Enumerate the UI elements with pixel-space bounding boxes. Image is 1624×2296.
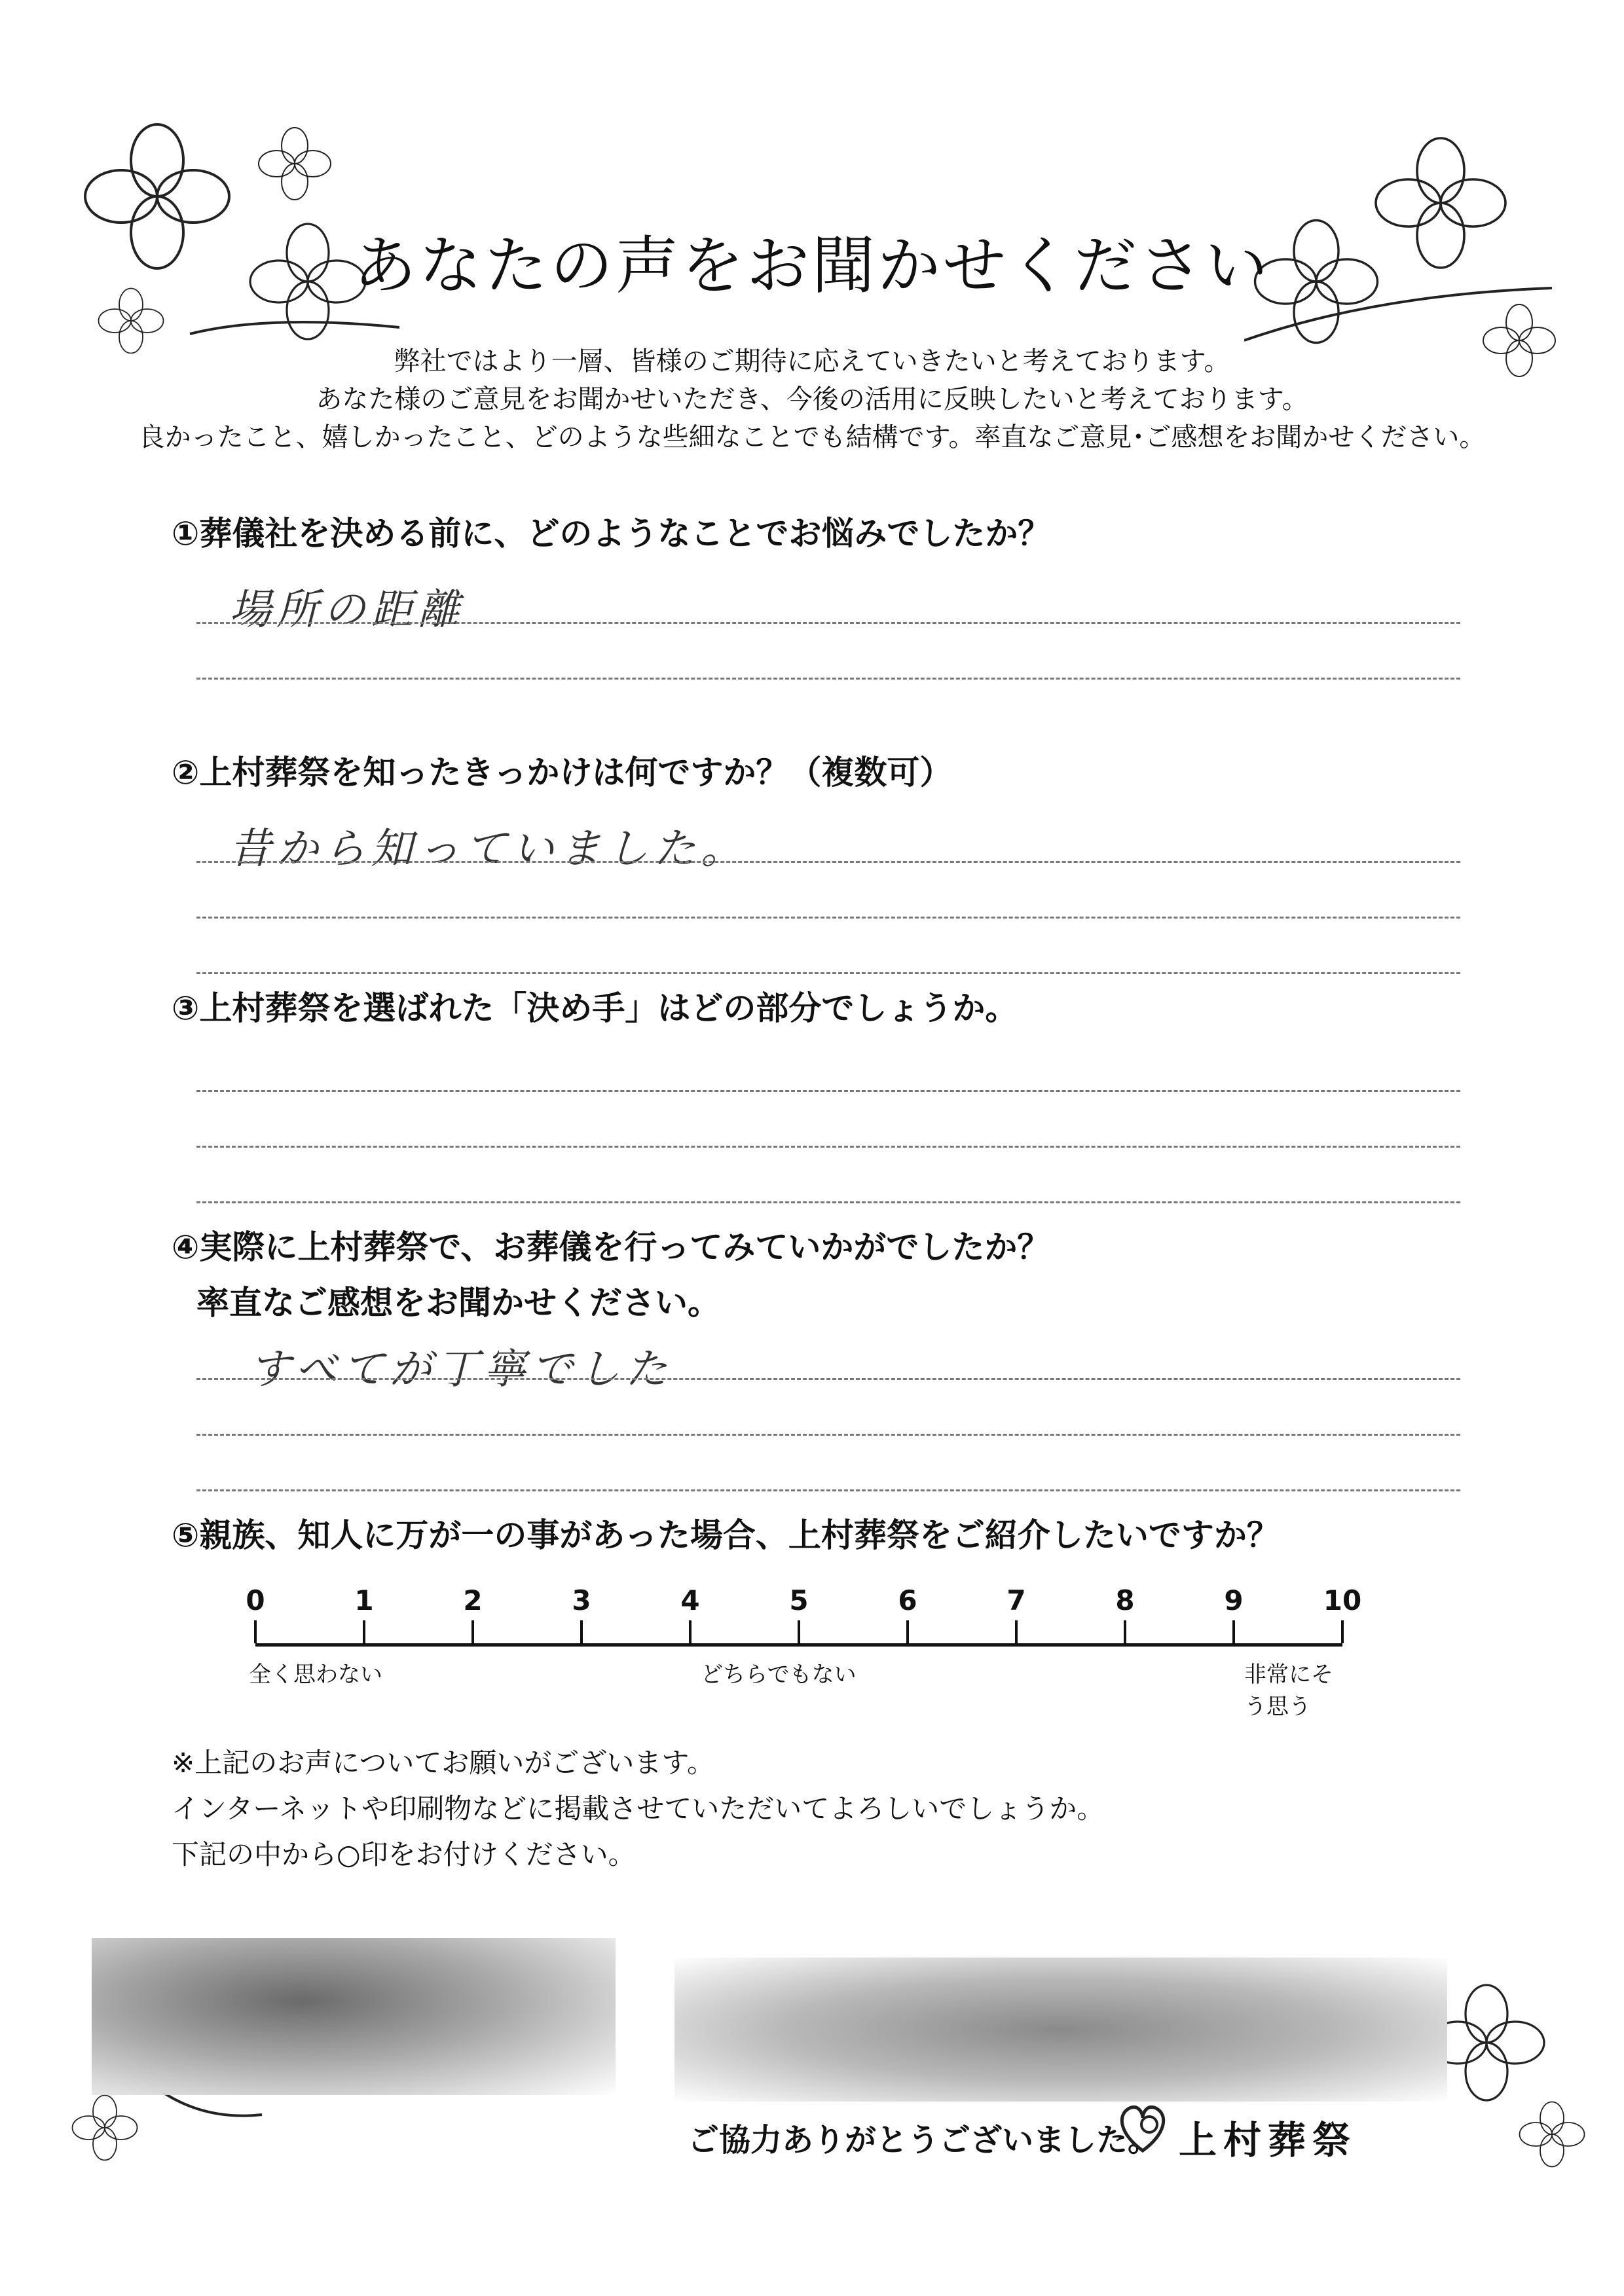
scale-tick-label: 5	[789, 1584, 809, 1616]
redacted-area	[674, 1958, 1447, 2102]
scale-tick-mark	[906, 1620, 909, 1643]
question-2-label: ②上村葬祭を知ったきっかけは何ですか？（複数可）	[172, 754, 953, 792]
rating-scale	[246, 1584, 1362, 1720]
scale-tick-mark	[689, 1620, 692, 1643]
question-3-label: ③上村葬祭を選ばれた「決め手」はどの部分でしょうか。	[172, 989, 1018, 1027]
scale-tick-mark	[254, 1620, 257, 1643]
question-5-label: ⑤親族、知人に万が一の事があった場合、上村葬祭をご紹介したいですか？	[172, 1516, 1280, 1554]
intro-line-2: あなた様のご意見をお聞かせいただき、今後の活用に反映したいと考えております。	[316, 384, 1308, 414]
scale-tick-label: 2	[463, 1584, 483, 1616]
scale-tick-mark	[471, 1620, 474, 1643]
scale-tick-label: 10	[1323, 1584, 1362, 1616]
scale-tick-mark	[1341, 1620, 1344, 1643]
question-1-label: ①葬儀社を決める前に、どのようなことでお悩みでしたか？	[172, 515, 1051, 553]
question-4-label-2: 率直なご感想をお聞かせください。	[196, 1284, 720, 1322]
note-line-2: インターネットや印刷物などに掲載させていただいてよろしいでしょうか。	[172, 1793, 1105, 1825]
page-title: あなたの声をお聞かせください	[354, 229, 1270, 302]
scale-tick-mark	[1124, 1620, 1126, 1643]
scale-tick-mark	[363, 1620, 365, 1643]
four-leaf-clover-icon	[1520, 2102, 1585, 2167]
answer-line	[196, 917, 1460, 919]
four-leaf-clover-icon	[73, 2096, 138, 2160]
answer-line	[196, 1434, 1460, 1436]
scale-high-label: 非常にそう思う	[1244, 1662, 1333, 1720]
answer-line	[196, 1489, 1460, 1491]
scale-tick-mark	[1015, 1620, 1018, 1643]
heart-logo-icon	[1113, 2098, 1172, 2157]
scale-tick-label: 6	[898, 1584, 917, 1616]
scale-tick-label: 8	[1115, 1584, 1135, 1616]
scale-tick-label: 0	[246, 1584, 265, 1616]
question-4-answer: すべてが丁寧でした	[249, 1345, 673, 1394]
scale-line	[255, 1643, 1342, 1647]
scale-mid-label: どちらでもない	[701, 1662, 857, 1688]
scale-tick-label: 3	[572, 1584, 591, 1616]
scale-low-label: 全く思わない	[249, 1662, 382, 1688]
answer-line	[196, 972, 1460, 974]
note-line-3: 下記の中から○印をお付けください。	[172, 1838, 636, 1870]
thanks-text: ご協力ありがとうございました。	[688, 2122, 1160, 2159]
scale-tick-label: 4	[680, 1584, 700, 1616]
four-leaf-clover-icon	[259, 128, 331, 200]
scale-tick-mark	[580, 1620, 583, 1643]
scale-tick-mark	[798, 1620, 800, 1643]
answer-line	[196, 678, 1460, 680]
question-2-answer: 昔から知っていました。	[229, 825, 748, 873]
question-1-answer: 場所の距離	[229, 586, 465, 634]
answer-line	[196, 622, 1460, 624]
scale-tick-mark	[1232, 1620, 1235, 1643]
question-4-label: ④実際に上村葬祭で、お葬儀を行ってみていかがでしたか？	[172, 1228, 1050, 1266]
answer-line	[196, 861, 1460, 863]
scale-tick-label: 9	[1224, 1584, 1244, 1616]
answer-line	[196, 1090, 1460, 1092]
intro-line-3: 良かったこと、嬉しかったこと、どのような些細なことでも結構です。率直なご意見･ご感想をお聞かせください。	[138, 422, 1486, 452]
answer-line	[196, 1201, 1460, 1203]
answer-line	[196, 1378, 1460, 1380]
intro-line-1: 弊社ではより一層、皆様のご期待に応えていきたいと考えております。	[394, 346, 1230, 376]
brand-name: 上村葬祭	[1179, 2118, 1357, 2162]
answer-line	[196, 1146, 1460, 1148]
scale-tick-label: 1	[354, 1584, 374, 1616]
redacted-area	[92, 1938, 616, 2095]
note-line-1: ※上記のお声についてお願いがございます。	[172, 1747, 714, 1779]
scale-tick-label: 7	[1006, 1584, 1026, 1616]
